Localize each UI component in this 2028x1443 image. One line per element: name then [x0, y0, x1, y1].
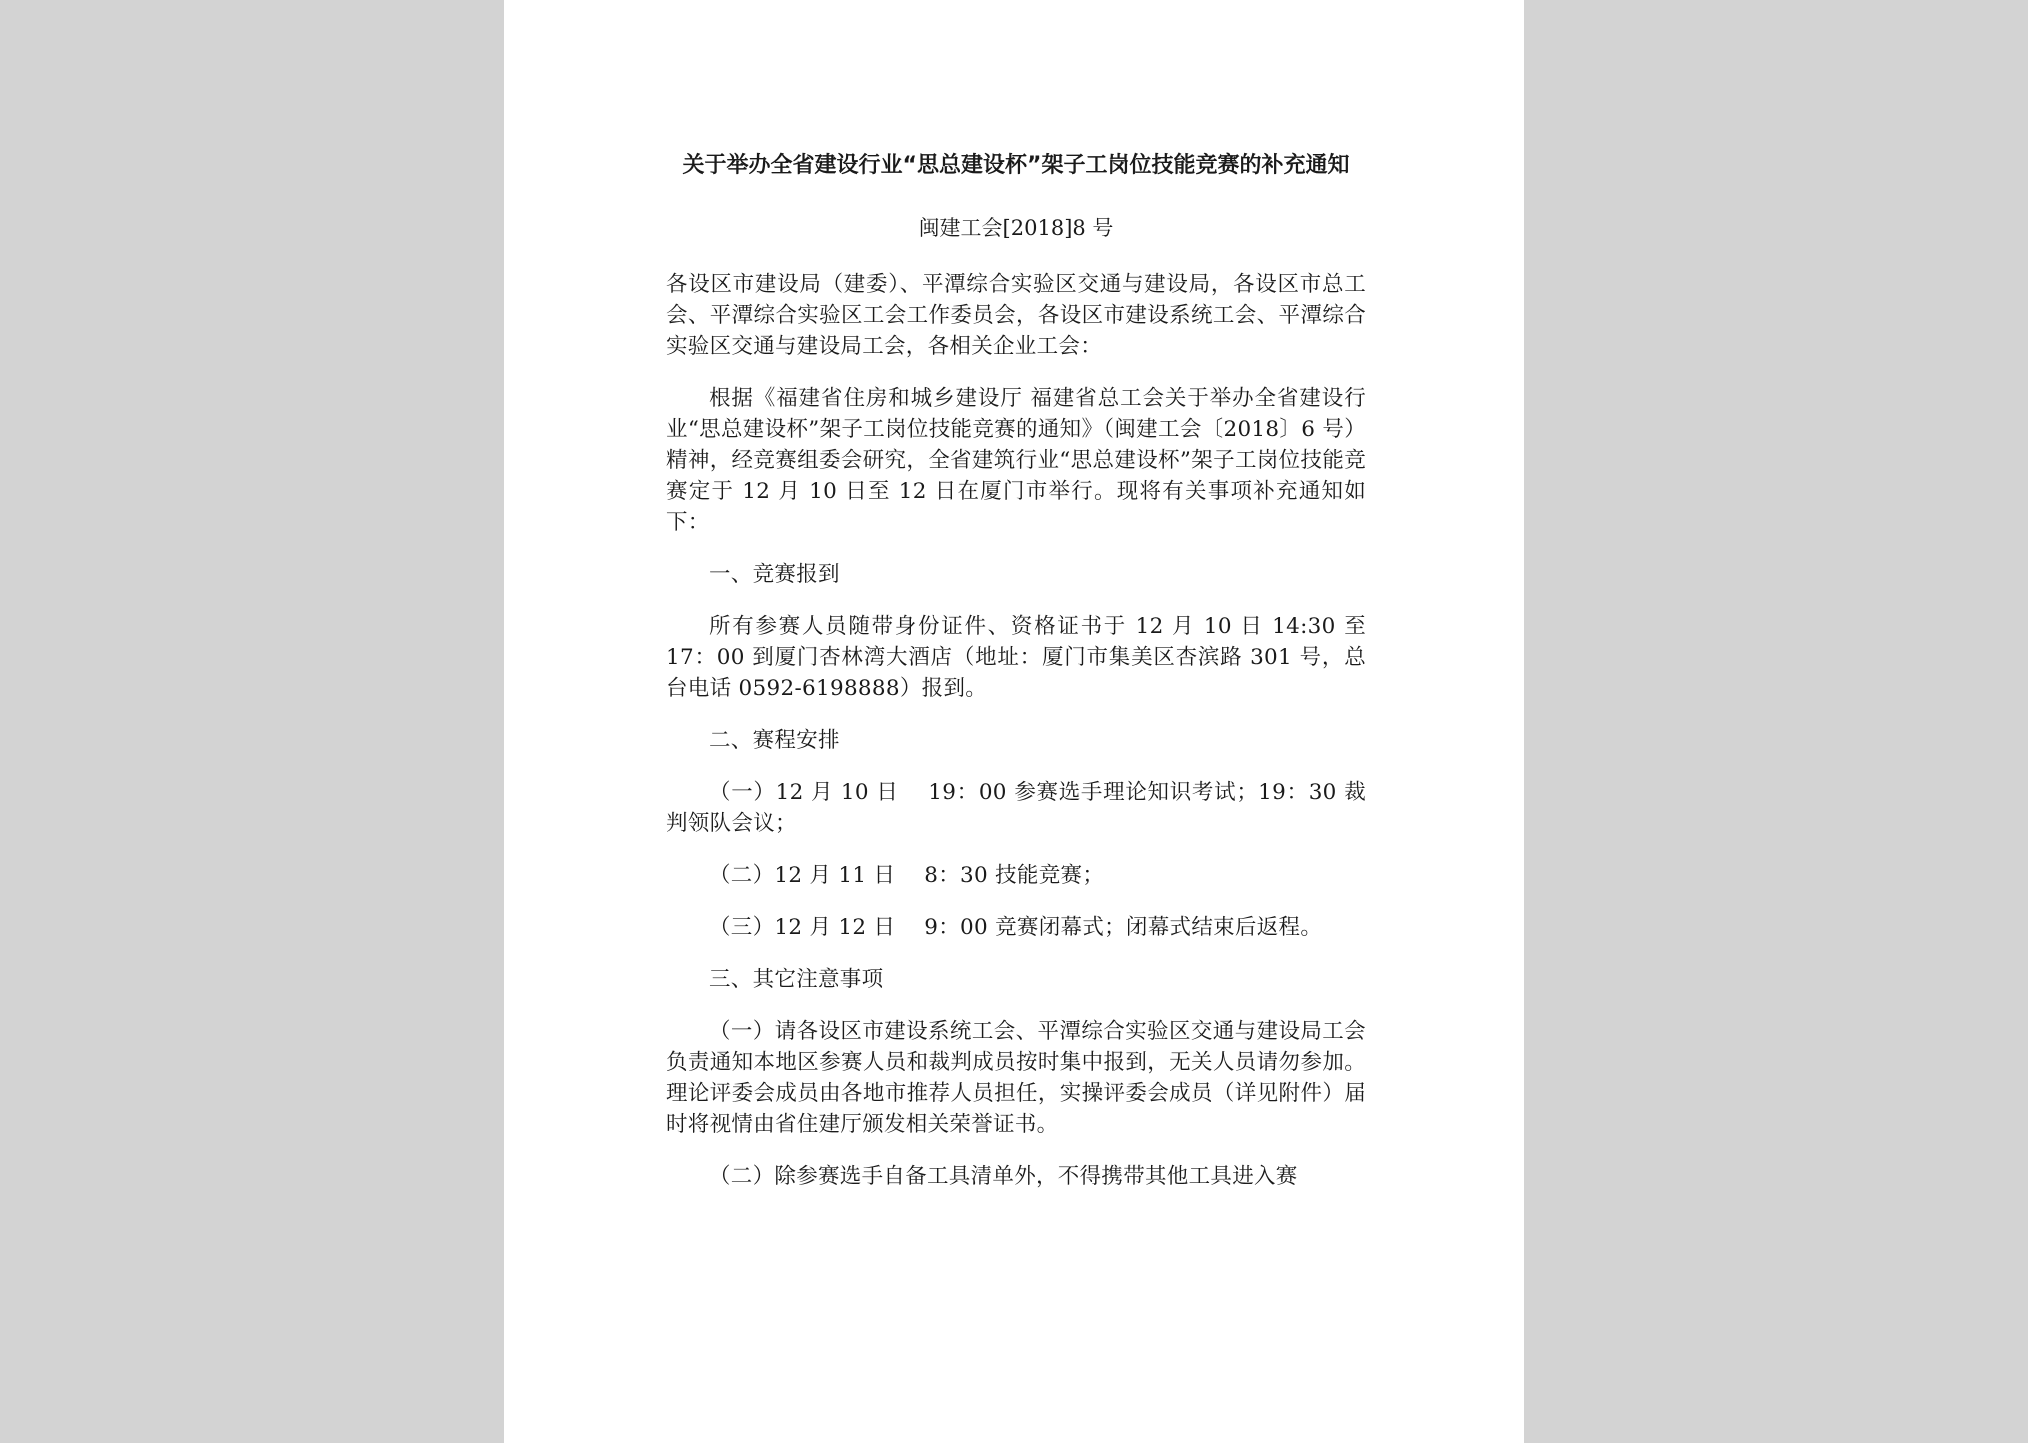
section-heading-registration: 一、竞赛报到 — [709, 562, 840, 587]
document-content — [666, 150, 1366, 1192]
section-heading-notes: 三、其它注意事项 — [709, 967, 884, 992]
notes-item: （二）除参赛选手自备工具清单外，不得携带其他工具进入赛 — [709, 1164, 1298, 1189]
schedule-item: （二）12 月 11 日 8：30 技能竞赛； — [709, 863, 1105, 888]
notes-item: （一）请各设区市建设系统工会、平潭综合实验区交通与建设局工会负责通知本地区参赛人员和裁判成员按时集中报到，无关人员请勿参加。理论评委会成员由各地市推荐人员担任，实操评委会成员（详见附件）届时将视情由省住建厅颁发相关荣誉证书。 — [666, 1019, 1366, 1137]
section-heading-schedule: 二、赛程安排 — [709, 728, 840, 753]
schedule-item: （三）12 月 12 日 9：00 竞赛闭幕式；闭幕式结束后返程。 — [709, 915, 1323, 940]
document-number: 闽建工会[2018]8 号 — [918, 216, 1114, 240]
intro-paragraph: 根据《福建省住房和城乡建设厅 福建省总工会关于举办全省建设行业“思总建设杯”架子工岗位技能竞赛的通知》（闽建工会〔2018〕6 号）精神，经竞赛组委会研究，全省建筑行业“思总建设杯”架子工岗位技能竞赛定于 12 月 10 日至 12 日在厦门市举行。现将有关事项补充通知如下： — [666, 386, 1366, 535]
addressee-paragraph: 各设区市建设局（建委）、平潭综合实验区交通与建设局，各设区市总工会、平潭综合实验区工会工作委员会，各设区市建设系统工会、平潭综合实验区交通与建设局工会，各相关企业工会： — [666, 272, 1366, 359]
document-title: 关于举办全省建设行业“思总建设杯”架子工岗位技能竞赛的补充通知 — [682, 153, 1350, 178]
document-page — [504, 0, 1524, 1443]
schedule-item: （一）12 月 10 日 19：00 参赛选手理论知识考试；19：30 裁判领队会议； — [666, 780, 1366, 836]
registration-paragraph: 所有参赛人员随带身份证件、资格证书于 12 月 10 日 14:30 至 17：00 到厦门杏林湾大酒店（地址：厦门市集美区杏滨路 301 号，总台电话 0592-6198888）报到。 — [666, 614, 1366, 701]
